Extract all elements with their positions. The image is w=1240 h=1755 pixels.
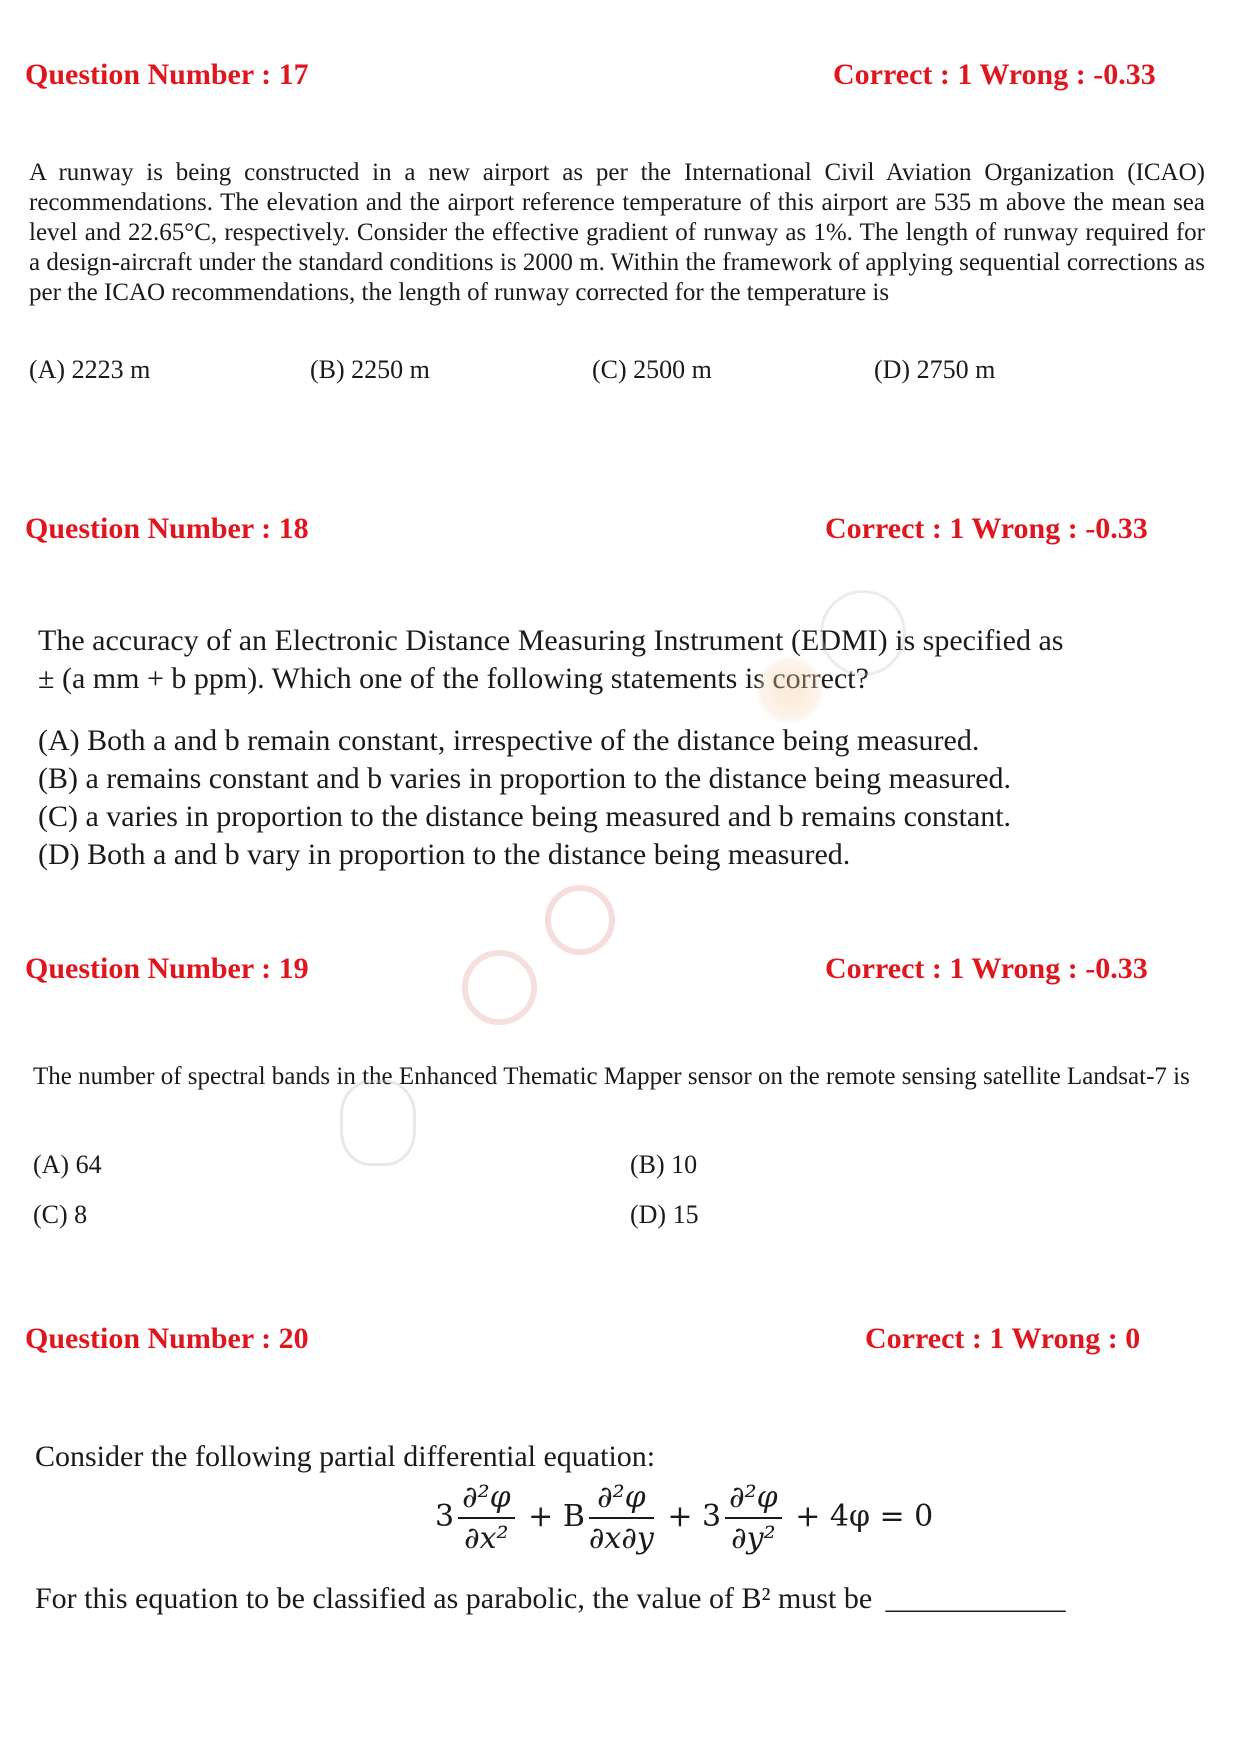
question-number: Question Number : 18 xyxy=(25,512,309,545)
question-number: Question Number : 20 xyxy=(25,1322,309,1355)
question-text: The number of spectral bands in the Enhanced Thematic Mapper sensor on the remote sensing satellite Landsat-7 is xyxy=(33,1063,1190,1090)
option-b: (B) 10 xyxy=(630,1150,698,1179)
question-18-header xyxy=(25,512,1215,556)
question-number: Question Number : 19 xyxy=(25,952,309,985)
prompt-text: For this equation to be classified as parabolic, the value of B² must be xyxy=(35,1582,873,1615)
watermark-seal-icon xyxy=(340,1080,416,1166)
question-19-header xyxy=(25,952,1215,996)
option-d: (D) Both a and b vary in proportion to the distance being measured. xyxy=(38,838,851,871)
question-20-header xyxy=(25,1322,1215,1366)
option-a: (A) 2223 m xyxy=(29,355,151,384)
option-b: (B) a remains constant and b varies in proportion to the distance being measured. xyxy=(38,762,1012,795)
option-a: (A) Both a and b remain constant, irrespective of the distance being measured. xyxy=(38,724,980,757)
question-text-line-1: The accuracy of an Electronic Distance Measuring Instrument (EDMI) is specified as xyxy=(38,624,1064,657)
option-b: (B) 2250 m xyxy=(310,355,430,384)
question-intro: Consider the following partial differential equation: xyxy=(35,1440,656,1473)
question-text-line-2: ± (a mm + b ppm). Which one of the following statements is correct? xyxy=(38,662,869,695)
question-text: A runway is being constructed in a new airport as per the International Civil Aviation Organization (ICAO) recommendations. The elevation and the airport reference temperature of this airport are 535 m above the mean sea level and 22.65°C, respectively. Consider the effective gradient of runway as 1%. The length of runway required for a design-aircraft under the standard conditions is 2000 m. Within the framework of applying sequential corrections as per the ICAO recommendations, the length of runway corrected for the temperature is xyxy=(29,159,1205,306)
option-a: (A) 64 xyxy=(33,1150,102,1179)
option-d: (D) 2750 m xyxy=(874,355,996,384)
marking-scheme: Correct : 1 Wrong : 0 xyxy=(865,1322,1141,1355)
question-number: Question Number : 17 xyxy=(25,58,309,91)
watermark-seal-icon xyxy=(820,590,906,676)
question-prompt xyxy=(35,1582,1066,1616)
option-c: (C) 2500 m xyxy=(592,355,712,384)
marking-scheme: Correct : 1 Wrong : -0.33 xyxy=(833,58,1156,91)
watermark-seal-icon xyxy=(545,885,615,955)
option-c: (C) 8 xyxy=(33,1200,88,1229)
watermark-seal-icon xyxy=(755,655,825,725)
option-c: (C) a varies in proportion to the distance being measured and b remains constant. xyxy=(38,800,1012,833)
pde-equation: 3 $\frac{\text{∂²φ}}{\text{∂x²}}$ + B $\frac{\text{∂²φ}}{\partial x\partial y}$ + 3 $\frac{\text{∂²φ}}{\text{∂y²}}$ + 4φ = 0 xyxy=(435,1480,934,1556)
watermark-seal-icon xyxy=(462,950,537,1025)
answer-blank[interactable]: ____________ xyxy=(885,1582,1066,1615)
marking-scheme: Correct : 1 Wrong : -0.33 xyxy=(825,512,1148,545)
option-d: (D) 15 xyxy=(630,1200,699,1229)
marking-scheme: Correct : 1 Wrong : -0.33 xyxy=(825,952,1148,985)
question-17-header xyxy=(25,58,1215,102)
